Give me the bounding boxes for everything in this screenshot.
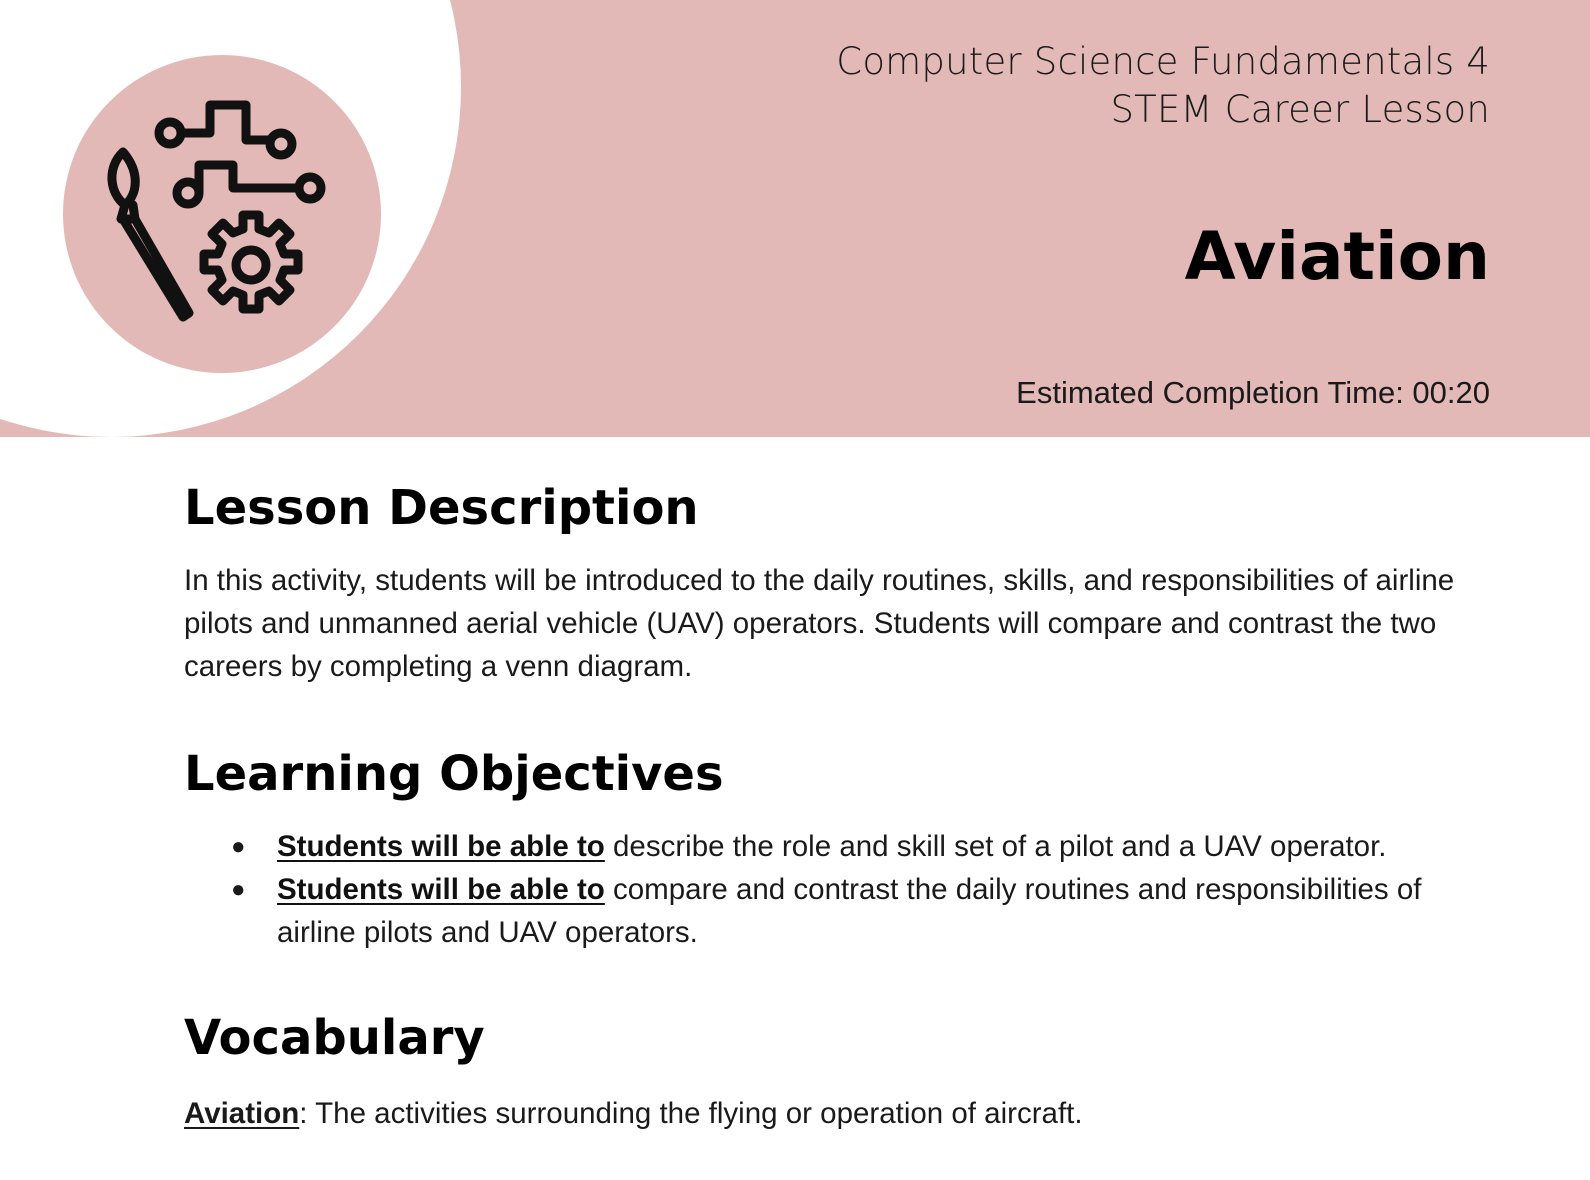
- objectives-list: [184, 825, 1484, 954]
- bullet-icon: ●: [231, 876, 246, 904]
- objective-prefix: Students will be able to: [277, 830, 605, 864]
- vocabulary-definition: : The activities surrounding the flying or operation of aircraft.: [299, 1096, 1083, 1130]
- objective-prefix: Students will be able to: [277, 873, 605, 907]
- completion-time: Estimated Completion Time: 00:20: [1016, 375, 1490, 410]
- lesson-description-heading: Lesson Description: [184, 480, 699, 536]
- vocabulary-heading: Vocabulary: [184, 1010, 485, 1067]
- page-title: Aviation: [1184, 218, 1490, 295]
- objective-item: [231, 868, 1484, 954]
- objective-item: [231, 825, 1484, 868]
- lesson-description-text: In this activity, students will be introduced to the daily routines, skills, and responsibilities of airline pilots and unmanned aerial vehicle (UAV) operators. Students will compare and contrast the two careers by completing a venn diagram.: [184, 563, 1455, 683]
- vocabulary-term: Aviation: [184, 1096, 300, 1130]
- objective-text: compare and contrast the daily routines and responsibilities of airline pilots and UAV operators.: [277, 873, 1422, 950]
- stem-arts-icon-graphic: [63, 55, 381, 373]
- bullet-icon: ●: [231, 833, 246, 861]
- learning-objectives-heading: Learning Objectives: [184, 745, 724, 802]
- lesson-type: STEM Career Lesson: [1110, 88, 1490, 131]
- header-banner: [0, 0, 1590, 437]
- stem-arts-icon: [63, 55, 381, 373]
- course-name: Computer Science Fundamentals 4: [836, 40, 1490, 83]
- vocabulary-item: [184, 1092, 1484, 1135]
- document-body: [184, 470, 1484, 1135]
- objective-text: describe the role and skill set of a pilot and a UAV operator.: [604, 830, 1387, 864]
